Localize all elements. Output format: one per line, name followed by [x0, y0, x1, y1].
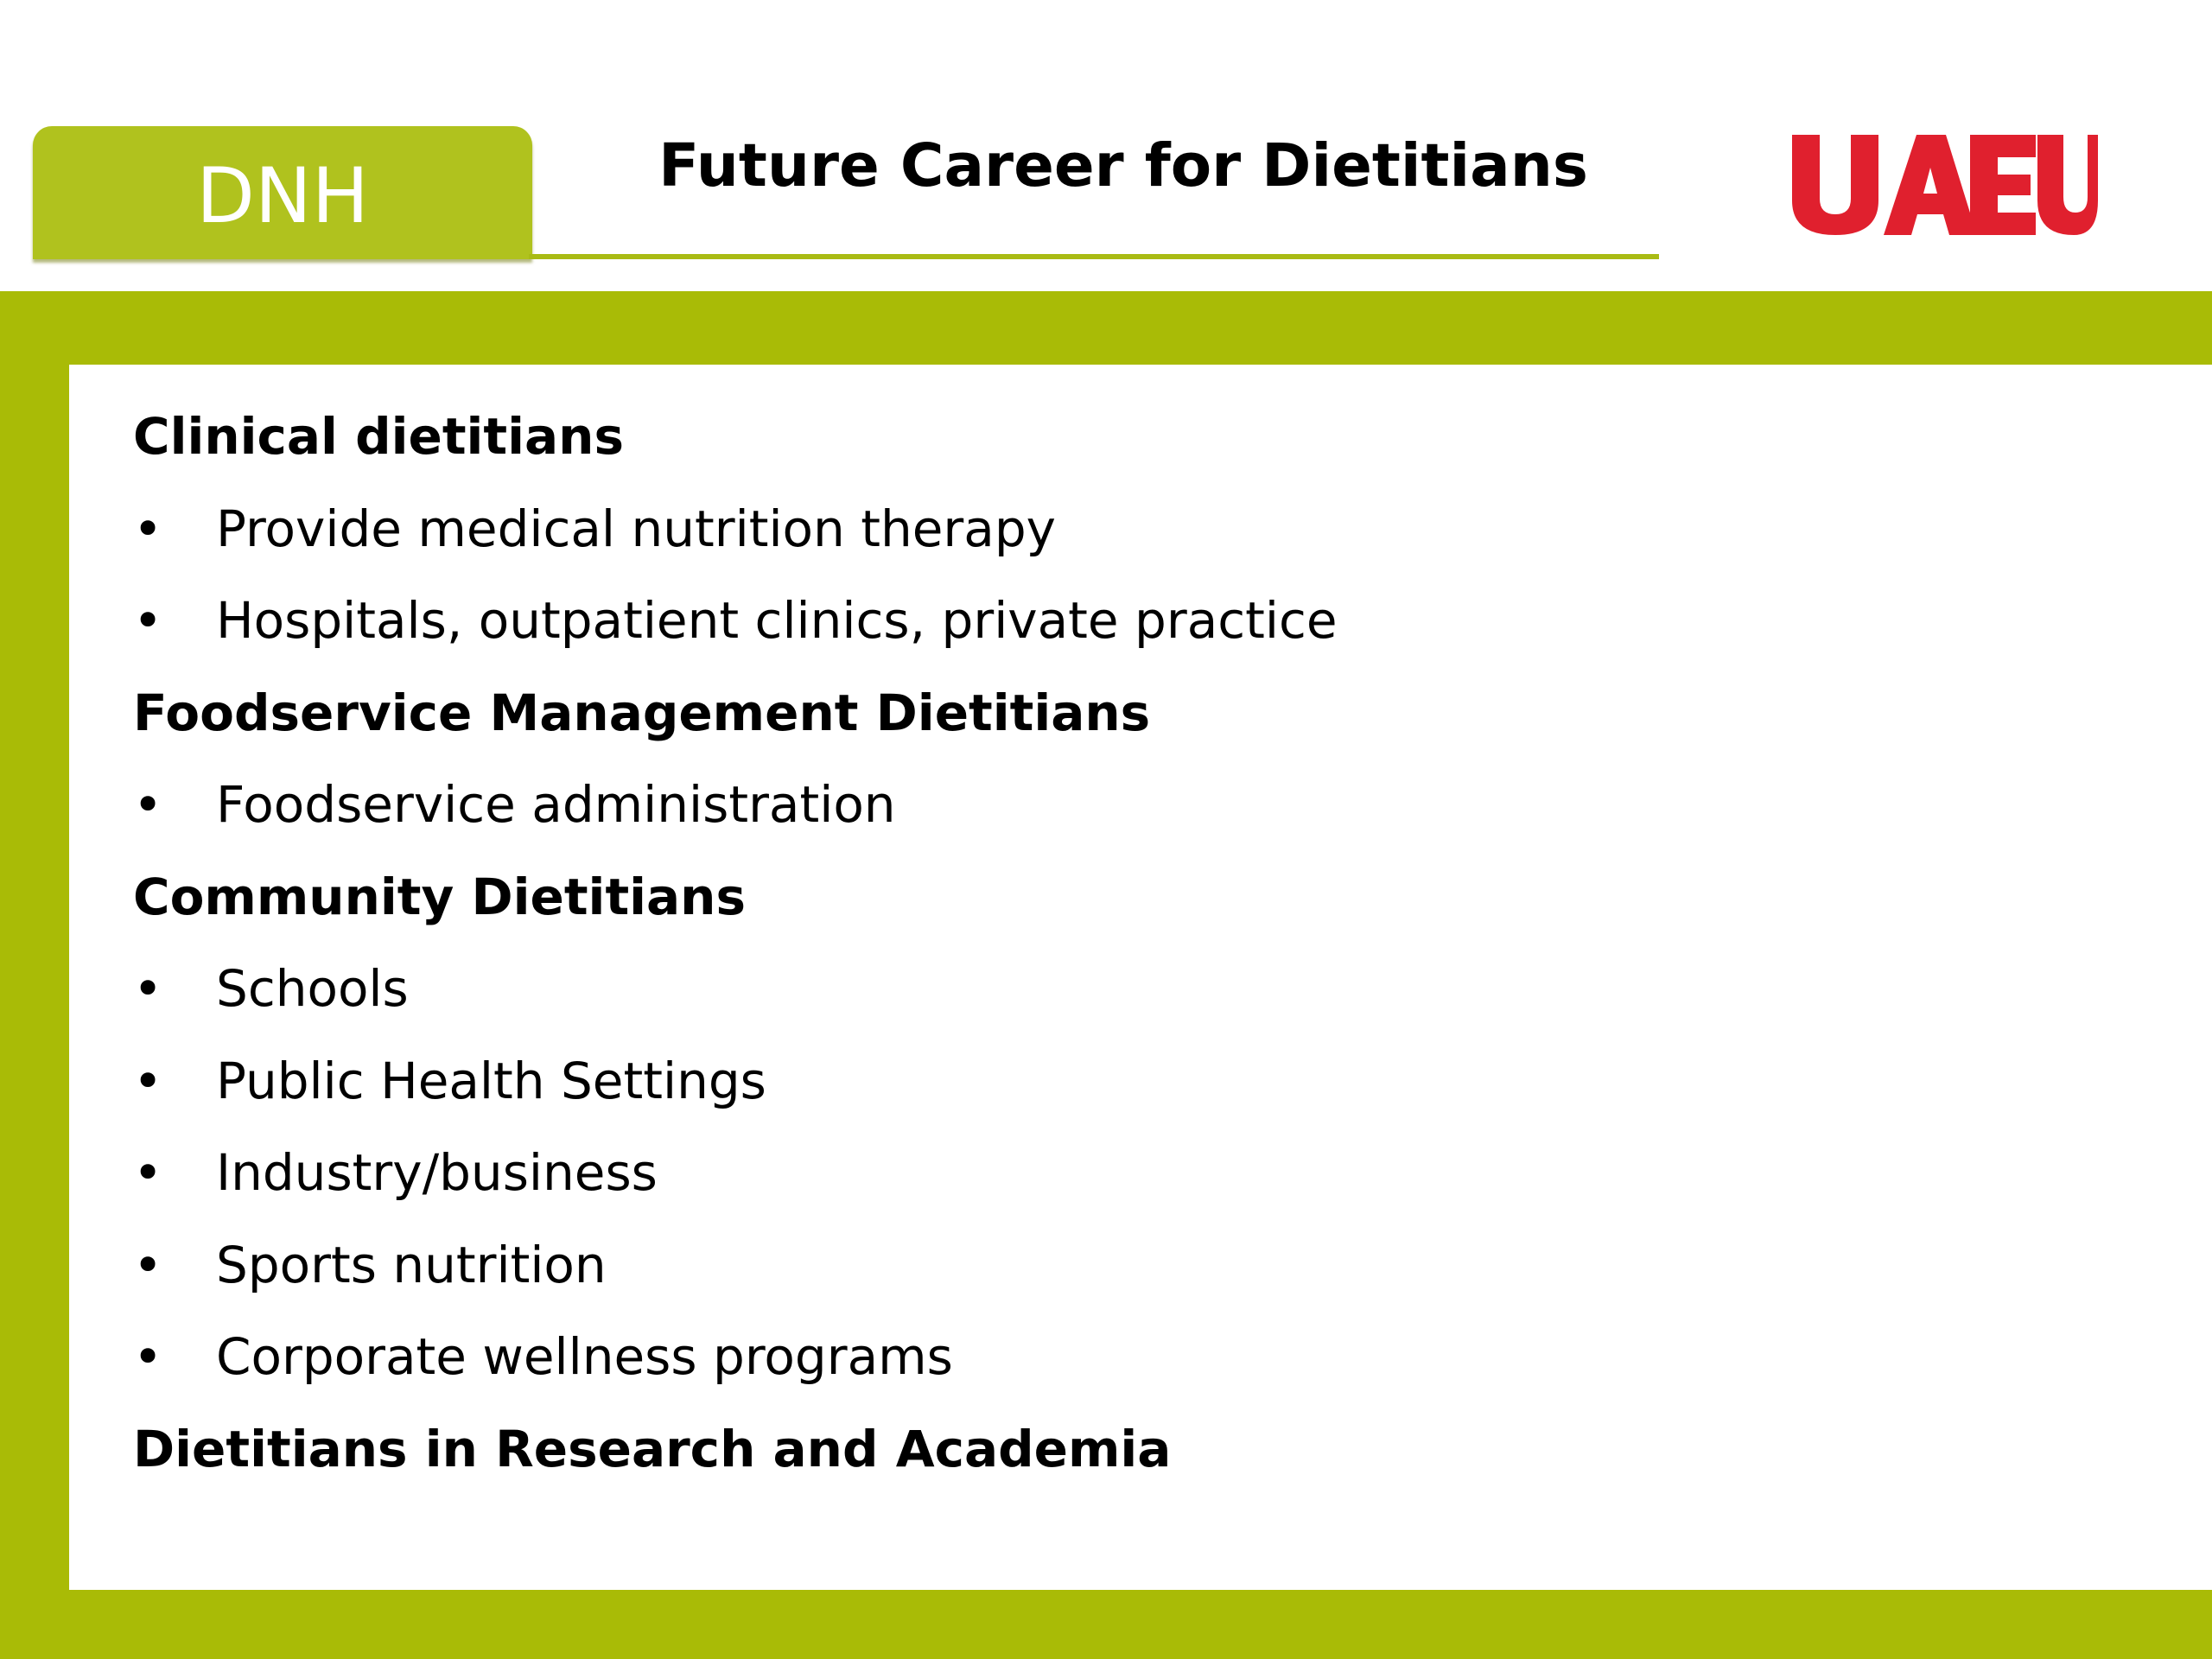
- section-tab-label: DNH: [196, 151, 369, 240]
- uaeu-logo: [1785, 131, 2101, 238]
- career-list: [133, 391, 1338, 1495]
- list-item: [133, 1127, 1338, 1219]
- list-item-text: Sports nutrition: [216, 1235, 607, 1294]
- list-item: [133, 483, 1338, 575]
- bullet-icon: •: [133, 591, 163, 650]
- bullet-icon: •: [133, 1235, 163, 1294]
- list-item: [133, 759, 1338, 851]
- section-tab: [33, 126, 532, 259]
- category-heading-text: Community Dietitians: [133, 867, 746, 926]
- bullet-icon: •: [133, 1051, 163, 1110]
- list-item: [133, 1311, 1338, 1403]
- bullet-icon: •: [133, 499, 163, 558]
- category-heading-text: Clinical dietitians: [133, 407, 624, 466]
- list-item: [133, 1219, 1338, 1312]
- list-item: [133, 575, 1338, 667]
- bullet-icon: •: [133, 1327, 163, 1386]
- list-item-text: Corporate wellness programs: [216, 1327, 953, 1386]
- list-item-text: Foodservice administration: [216, 775, 896, 834]
- list-item-text: Industry/business: [216, 1143, 658, 1202]
- category-heading-text: Dietitians in Research and Academia: [133, 1419, 1172, 1478]
- category-heading: [133, 667, 1338, 760]
- category-heading-text: Foodservice Management Dietitians: [133, 683, 1151, 742]
- list-item-text: Hospitals, outpatient clinics, private practice: [216, 591, 1338, 650]
- category-heading: [133, 1403, 1338, 1496]
- list-item: [133, 943, 1338, 1035]
- list-item: [133, 1035, 1338, 1128]
- bullet-icon: •: [133, 775, 163, 834]
- category-heading: [133, 851, 1338, 944]
- header-divider: [529, 254, 1659, 259]
- list-item-text: Public Health Settings: [216, 1051, 766, 1110]
- list-item-text: Provide medical nutrition therapy: [216, 499, 1056, 558]
- bullet-icon: •: [133, 1143, 163, 1202]
- bullet-icon: •: [133, 959, 163, 1018]
- page-title: Future Career for Dietitians: [658, 131, 1588, 200]
- category-heading: [133, 391, 1338, 483]
- list-item-text: Schools: [216, 959, 409, 1018]
